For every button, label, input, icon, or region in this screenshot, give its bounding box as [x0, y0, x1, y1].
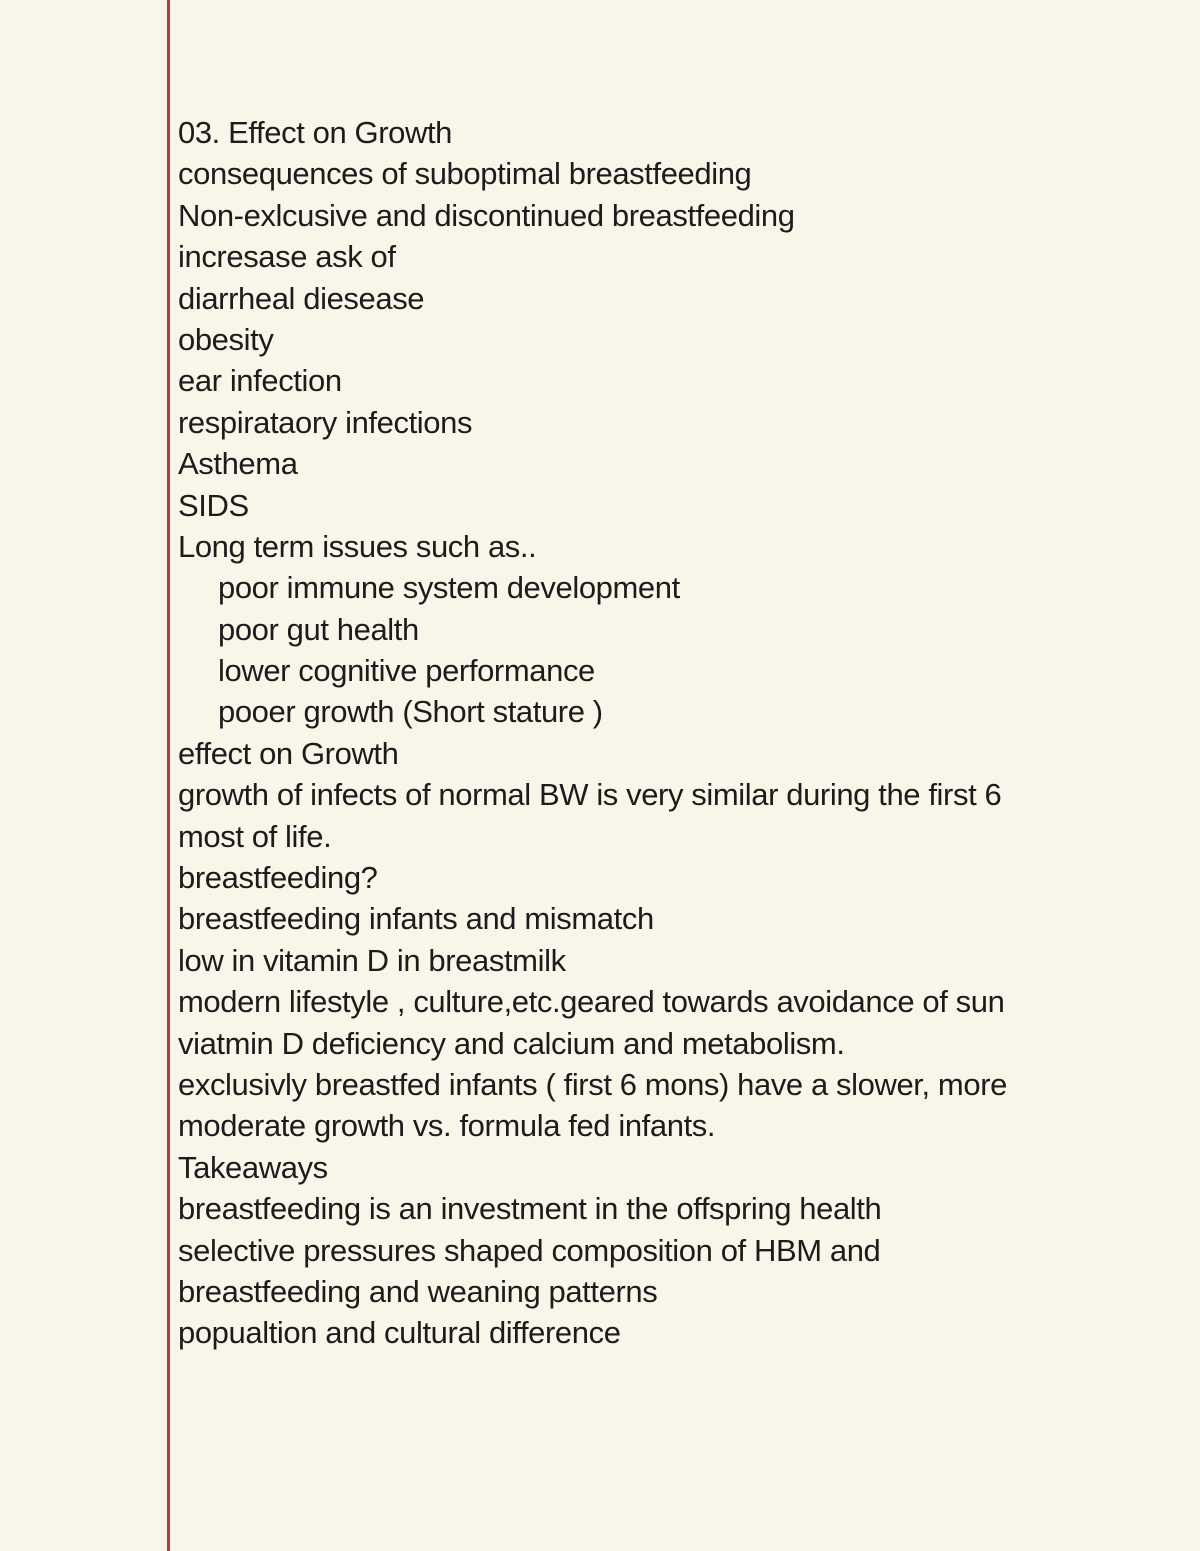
note-line: growth of infects of normal BW is very similar during the first 6	[178, 777, 1002, 813]
note-line: moderate growth vs. formula fed infants.	[178, 1108, 716, 1144]
note-line: Asthema	[178, 446, 298, 482]
note-line: viatmin D deficiency and calcium and metabolism.	[178, 1025, 845, 1061]
notes-body	[178, 112, 1153, 1354]
note-line: most of life.	[178, 818, 332, 854]
note-line: incresase ask of	[178, 239, 396, 275]
note-heading: 03. Effect on Growth	[178, 115, 453, 150]
note-line: breastfeeding?	[178, 860, 378, 896]
note-line: SIDS	[178, 487, 249, 523]
note-line: low in vitamin D in breastmilk	[178, 942, 566, 978]
note-line: consequences of suboptimal breastfeeding	[178, 156, 752, 192]
note-line: modern lifestyle , culture,etc.geared towards avoidance of sun	[178, 984, 1005, 1020]
note-line: Takeaways	[178, 1149, 328, 1185]
note-subitem: pooer growth (Short stature )	[218, 694, 603, 730]
note-subitem: poor immune system development	[218, 570, 680, 606]
note-line: breastfeeding is an investment in the offspring health	[178, 1191, 882, 1227]
note-line: effect on Growth	[178, 735, 399, 771]
note-line: diarrheal diesease	[178, 280, 425, 316]
note-line: selective pressures shaped composition of HBM and	[178, 1232, 881, 1268]
note-line: ear infection	[178, 363, 342, 399]
note-subitem: lower cognitive performance	[218, 653, 595, 689]
note-line: breastfeeding and weaning patterns	[178, 1273, 658, 1309]
note-line: Long term issues such as..	[178, 528, 537, 564]
note-line: obesity	[178, 321, 274, 357]
note-line: Non-exlcusive and discontinued breastfeeding	[178, 197, 795, 233]
note-line: exclusivly breastfed infants ( first 6 mons) have a slower, more	[178, 1066, 1007, 1102]
note-line: popualtion and cultural difference	[178, 1315, 621, 1351]
note-subitem: poor gut health	[218, 611, 419, 647]
margin-line	[167, 0, 170, 1551]
note-line: respirataory infections	[178, 404, 473, 440]
note-line: breastfeeding infants and mismatch	[178, 901, 654, 937]
